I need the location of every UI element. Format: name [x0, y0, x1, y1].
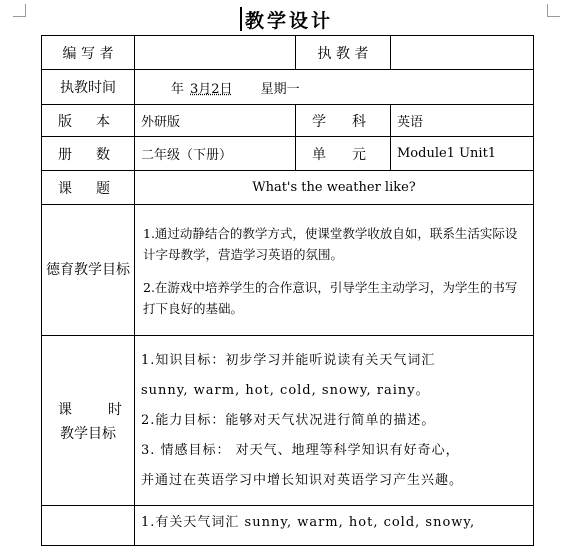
next-line-1: 1.有关天气词汇 sunny, warm, hot, cold, snowy,: [141, 515, 476, 530]
row-moral-goals: [42, 205, 534, 336]
lesson-goals-label-top: 课 时: [58, 401, 122, 418]
time-date: 3月2日: [190, 81, 233, 97]
teacher-value[interactable]: [391, 36, 534, 70]
lesson-goal-line-4: 3. 情感目标： 对天气、地理等科学知识有好奇心，: [141, 442, 460, 458]
time-weekday: 星期一: [260, 81, 300, 97]
lesson-goals-content[interactable]: [135, 336, 534, 506]
lesson-goals-label: [42, 336, 135, 506]
volume-value[interactable]: 二年级（下册）: [135, 137, 296, 171]
time-label: 执教时间: [42, 70, 135, 105]
volume-label: 册 数: [42, 137, 135, 171]
document-title: 教学设计: [245, 9, 334, 32]
next-content[interactable]: [135, 506, 534, 546]
text-cursor: [240, 7, 242, 31]
time-value[interactable]: [135, 70, 534, 105]
page-corner-mark-left: [13, 4, 26, 17]
row-lesson-goals: [42, 336, 534, 506]
moral-goal-1: 1.通过动静结合的教学方式，使课堂教学收放自如，联系生活实际设计字母教学，营造学习英语的氛围。: [143, 226, 518, 262]
subject-label: 学 科: [296, 105, 391, 137]
moral-goals-label: 德育教学目标: [42, 205, 135, 336]
lesson-goal-line-1: 1.知识目标：初步学习并能听说读有关天气词汇: [141, 352, 436, 368]
teacher-label: 执 教 者: [296, 36, 391, 70]
unit-value[interactable]: Module1 Unit1: [391, 137, 534, 171]
row-edition: [42, 105, 534, 137]
lesson-goal-line-2: sunny, warm, hot, cold, snowy, rainy。: [141, 382, 430, 398]
edition-label: 版 本: [42, 105, 135, 137]
topic-label: 课 题: [42, 171, 135, 205]
row-topic: [42, 171, 534, 205]
page-corner-mark-right: [547, 4, 560, 17]
edition-value[interactable]: 外研版: [135, 105, 296, 137]
time-year-unit: 年: [171, 81, 185, 97]
writer-value[interactable]: [135, 36, 296, 70]
lesson-goal-line-3: 2.能力目标：能够对天气状况进行简单的描述。: [141, 412, 436, 428]
writer-label: 编 写 者: [42, 36, 135, 70]
moral-goals-content[interactable]: [135, 205, 534, 336]
row-next: [42, 506, 534, 546]
subject-value[interactable]: 英语: [391, 105, 534, 137]
lesson-plan-table: [41, 35, 534, 546]
lesson-goal-line-5: 并通过在英语学习中增长知识对英语学习产生兴趣。: [141, 472, 464, 488]
row-time: [42, 70, 534, 105]
next-label: [42, 506, 135, 546]
row-volume: [42, 137, 534, 171]
title-area: [240, 7, 333, 31]
moral-goal-2: 2.在游戏中培养学生的合作意识，引导学生主动学习，为学生的书写打下良好的基础。: [143, 280, 518, 316]
lesson-goals-label-bottom: 教学目标: [60, 425, 116, 442]
topic-value[interactable]: What's the weather like?: [135, 171, 534, 205]
row-writer: [42, 36, 534, 70]
unit-label: 单 元: [296, 137, 391, 171]
